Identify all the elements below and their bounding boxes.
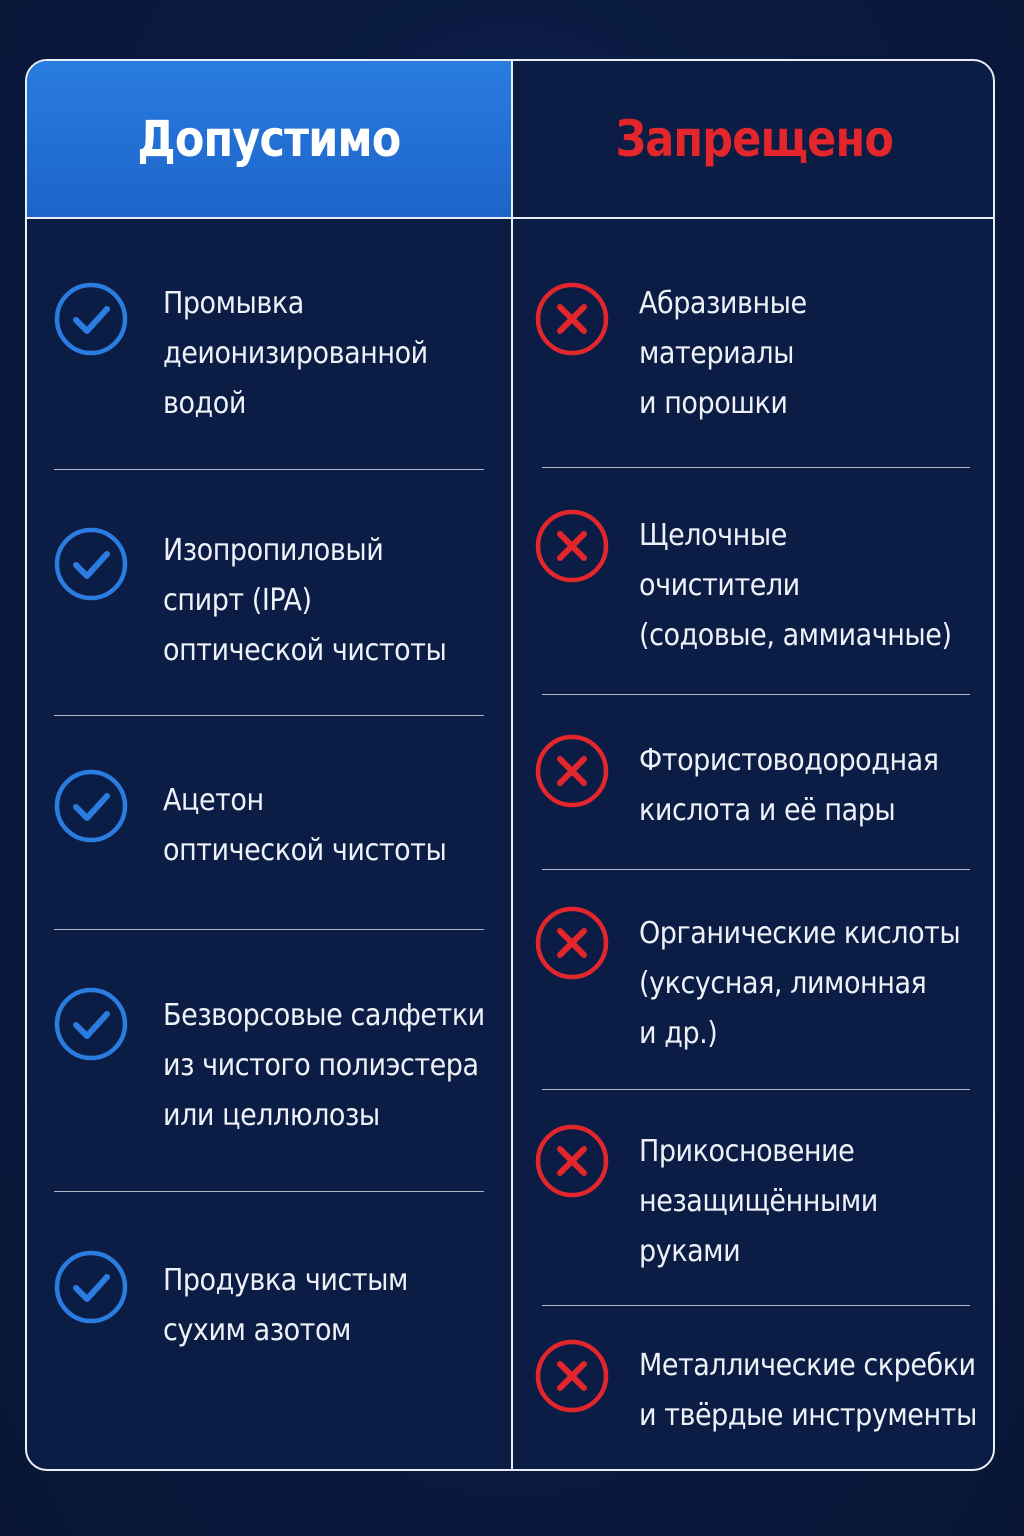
comparison-card — [25, 59, 995, 1471]
allowed-item-line: из чистого полиэстера — [163, 1048, 479, 1083]
forbidden-item-line: Щелочные — [639, 518, 787, 553]
forbidden-header-title: Запрещено — [615, 110, 893, 168]
allowed-item-text — [163, 1256, 408, 1356]
check-circle-icon — [53, 986, 129, 1062]
forbidden-item-text — [639, 909, 960, 1059]
allowed-item-line: деионизированной — [163, 336, 428, 371]
x-circle-icon — [534, 905, 610, 981]
allowed-item-line: Ацетон — [163, 783, 264, 818]
allowed-header — [27, 61, 511, 217]
forbidden-row-separator — [542, 694, 970, 695]
allowed-item-line: оптической чистоты — [163, 833, 447, 868]
x-circle-icon — [534, 1123, 610, 1199]
x-circle-icon — [534, 281, 610, 357]
forbidden-item-line: Органические кислоты — [639, 916, 961, 951]
forbidden-item-text — [639, 736, 939, 836]
x-circle-icon — [534, 508, 610, 584]
forbidden-item-line: и твёрдые инструменты — [639, 1398, 977, 1433]
allowed-item-line: Безворсовые салфетки — [163, 998, 485, 1033]
forbidden-item-line: (уксусная, лимонная — [639, 966, 927, 1001]
forbidden-item-line: Прикосновение — [639, 1134, 855, 1169]
forbidden-item-line: материалы — [639, 336, 795, 371]
check-circle-icon — [53, 526, 129, 602]
forbidden-item-line: Абразивные — [639, 286, 807, 321]
forbidden-row-separator — [542, 467, 970, 468]
forbidden-item-line: незащищёнными — [639, 1184, 878, 1219]
allowed-item-line: сухим азотом — [163, 1313, 351, 1348]
allowed-row-separator — [54, 1191, 484, 1192]
forbidden-item-text — [639, 511, 952, 661]
forbidden-item-text — [639, 279, 807, 429]
allowed-item-text — [163, 279, 428, 429]
allowed-item-line: Изопропиловый — [163, 533, 384, 568]
check-circle-icon — [53, 768, 129, 844]
forbidden-item-line: кислота и её пары — [639, 793, 896, 828]
allowed-row-separator — [54, 715, 484, 716]
forbidden-item-text — [639, 1127, 878, 1277]
forbidden-item-line: и др.) — [639, 1016, 718, 1051]
allowed-item-line: оптической чистоты — [163, 633, 447, 668]
forbidden-row-separator — [542, 869, 970, 870]
forbidden-row-separator — [542, 1305, 970, 1306]
allowed-item-text — [163, 776, 446, 876]
forbidden-item-line: (содовые, аммиачные) — [639, 618, 952, 653]
allowed-item-text — [163, 991, 485, 1141]
allowed-row-separator — [54, 929, 484, 930]
allowed-item-line: Промывка — [163, 286, 304, 321]
x-circle-icon — [534, 1338, 610, 1414]
forbidden-item-line: Фтористоводородная — [639, 743, 939, 778]
forbidden-row-separator — [542, 1089, 970, 1090]
forbidden-item-line: Металлические скребки — [639, 1348, 976, 1383]
allowed-item-line: водой — [163, 386, 246, 421]
check-circle-icon — [53, 281, 129, 357]
forbidden-header — [513, 61, 995, 217]
forbidden-item-line: и порошки — [639, 386, 788, 421]
forbidden-item-line: очистители — [639, 568, 800, 603]
forbidden-item-text — [639, 1341, 977, 1441]
forbidden-item-line: руками — [639, 1234, 741, 1269]
check-circle-icon — [53, 1249, 129, 1325]
allowed-item-line: спирт (IPA) — [163, 583, 312, 618]
allowed-header-title: Допустимо — [137, 110, 401, 168]
allowed-item-line: или целлюлозы — [163, 1098, 380, 1133]
column-divider — [511, 61, 513, 1469]
x-circle-icon — [534, 733, 610, 809]
allowed-item-line: Продувка чистым — [163, 1263, 408, 1298]
allowed-item-text — [163, 526, 446, 676]
allowed-row-separator — [54, 469, 484, 470]
header-divider — [27, 217, 993, 219]
